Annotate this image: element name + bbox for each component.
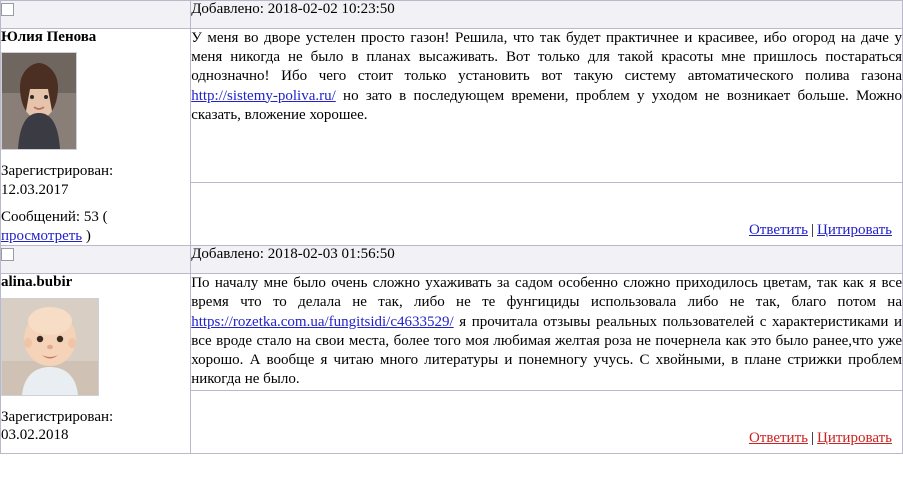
- post-count-suffix: ): [85, 227, 91, 244]
- post-text-cell: [191, 274, 903, 391]
- registered-date: 03.02.2018: [1, 427, 69, 444]
- reply-link[interactable]: Ответить: [748, 222, 808, 239]
- post-select-cell: [1, 1, 191, 29]
- avatar[interactable]: [1, 52, 77, 150]
- avatar-image: [2, 299, 98, 395]
- post-text-part2: я прочитала отзывы реальных пользователей с характеристиками и все вроде стало на свои места, более того моя любимая желтая роза не почернела как это было ранее,что уже хорошо. А вообще я читаю много литературы и понемногу учусь. С хвойными, в плане стрижки проблем никогда не было.: [191, 313, 902, 388]
- author-name[interactable]: alina.bubir: [1, 274, 73, 291]
- registration-info: [1, 408, 190, 446]
- action-separator: |: [810, 430, 814, 446]
- post-row: [1, 29, 903, 183]
- post-header-row: [1, 246, 903, 274]
- avatar[interactable]: [1, 298, 99, 396]
- quote-link[interactable]: Цитировать: [817, 430, 892, 446]
- post-author-cell: [1, 274, 191, 454]
- post-text-cell: [191, 29, 903, 183]
- post-count: [1, 208, 190, 246]
- post-select-cell: [1, 246, 191, 274]
- post-actions-cell: [191, 391, 903, 454]
- registration-info: [1, 162, 190, 200]
- post-text-part1: По началу мне было очень сложно ухаживать за садом особенно сложно приходилось цветам, так как я все время что то делала не так, либо не те фунгициды использовала либо не так, благо потом на: [191, 275, 902, 311]
- inline-link[interactable]: https://rozetka.com.ua/fungitsidi/c4633529/: [191, 313, 454, 330]
- select-post-checkbox[interactable]: [1, 248, 14, 261]
- post-date-cell: Добавлено: 2018-02-03 01:56:50: [191, 246, 903, 274]
- quote-link[interactable]: Цитировать: [817, 222, 892, 239]
- registered-label: Зарегистрирован:: [1, 408, 114, 425]
- post-author-cell: [1, 29, 191, 246]
- author-name[interactable]: Юлия Пенова: [1, 29, 97, 45]
- action-separator: |: [810, 222, 814, 239]
- post-date-cell: Добавлено: 2018-02-02 10:23:50: [191, 1, 903, 29]
- post-text-part1: У меня во дворе устелен просто газон! Решила, что так будет практичнее и красивее, ибо огород на даче у меня никогда не было в планах высаживать. Вот только для такой красоты мне пришлось постараться однозначно! Ибо чего стоит только установить вот такую систему автоматического полива газона: [191, 30, 902, 85]
- select-post-checkbox[interactable]: [1, 3, 14, 16]
- post-text-part2: но зато в последующем времени, проблем у уходом не возникает больше. Можно сказать, вложение хорошее.: [191, 87, 902, 123]
- post-count-label: Сообщений: 53 (: [1, 208, 108, 225]
- avatar-image: [2, 53, 76, 149]
- inline-link[interactable]: http://sistemy-poliva.ru/: [191, 87, 336, 104]
- post-row: [1, 274, 903, 391]
- registered-label: Зарегистрирован:: [1, 163, 114, 180]
- reply-link[interactable]: Ответить: [748, 430, 808, 446]
- view-posts-link[interactable]: просмотреть: [1, 227, 83, 244]
- post-header-row: [1, 1, 903, 29]
- post-actions-cell: [191, 183, 903, 246]
- registered-date: 12.03.2017: [1, 182, 69, 198]
